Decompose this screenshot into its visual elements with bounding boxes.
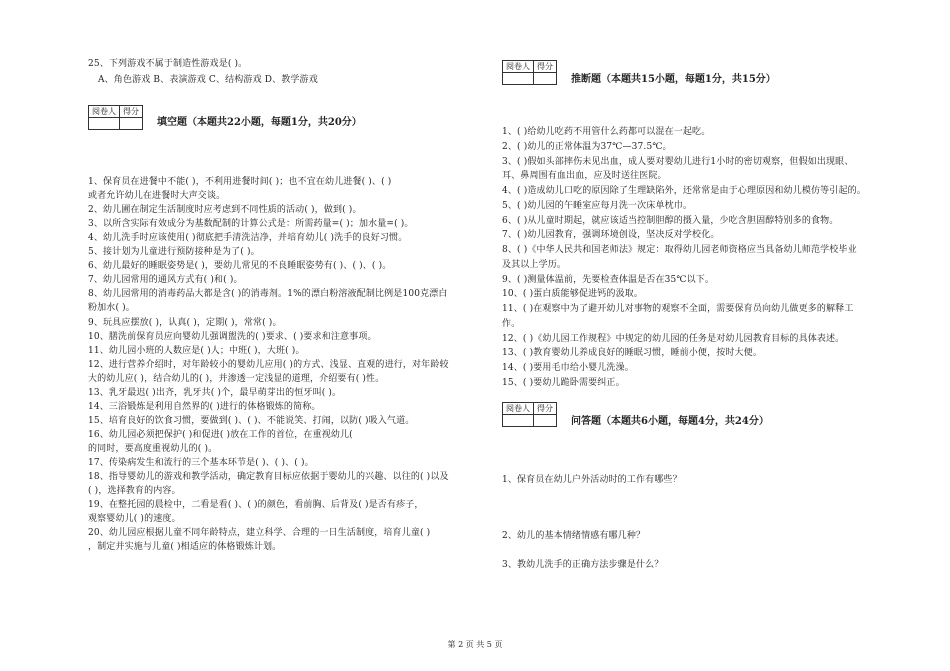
fill-blank-line-8: 7、幼儿园常用的通风方式有( )和( )。 — [88, 275, 243, 286]
qa-header — [502, 402, 769, 427]
judgement-line-8: 7、( )幼儿园教育，强调环境创设，坚决反对学校化。 — [502, 230, 720, 241]
judgement-line-6: 5、( )幼儿园的午睡室应每月洗一次床单枕巾。 — [502, 200, 693, 211]
judgement-line-9: 8、( )《中华人民共和国老师法》规定：取得幼儿园老师资格应当具备幼儿师范学校毕业 — [502, 245, 857, 255]
score-box-grader-cell — [503, 415, 534, 427]
fill-blank-line-16: 13、乳牙最迟( )出齐，乳牙共( )个，最早萌芽出的恒牙叫( )。 — [88, 387, 342, 398]
fill-blank-line-23: ( )，选择教育的内容。 — [88, 486, 181, 497]
fill-blank-line-3: 2、幼儿圃在制定生活制度时应考虑到不同性质的活动( )，做到( )。 — [88, 205, 362, 216]
fill-blank-line-15: 大的幼儿应( )，结合幼儿的( )，并渗透一定浅显的道理，介绍要有( )性。 — [88, 373, 385, 384]
score-box-grader-label: 阅卷人 — [89, 106, 120, 118]
fill-blank-line-7: 6、幼儿最好的睡眠姿势是( )，要幼儿常见的不良睡眠姿势有( )、( )、( )。 — [88, 261, 392, 272]
judgement-line-14: 作。 — [502, 318, 521, 329]
score-box-grader-label: 阅卷人 — [503, 61, 534, 73]
judgement-line-5: 4、( )造成幼儿口吃的原因除了生理缺陷外，还常常是由于心理原因和幼儿模仿等引起的。 — [502, 186, 866, 196]
fill-blank-line-18: 15、培育良好的饮食习惯，要做到( )、( )、不能说笑、打闹，以防( )吸入气道。 — [88, 415, 415, 426]
qa-question-2: 2、幼儿的基本情绪情感有哪几种？ — [502, 531, 646, 541]
score-box-grader-label: 阅卷人 — [503, 403, 534, 415]
fill-blank-line-14: 12、进行营养介绍时，对年龄较小的婴幼儿应用( )的方式、浅显、直观的进行，对年龄较 — [88, 359, 449, 370]
fill-blank-line-13: 11、幼儿园小班的人数应是( )人；中班( )，大班( )。 — [88, 345, 305, 356]
fill-blank-title: 填空题（本题共22小题，每题1分，共20分） — [157, 117, 362, 128]
judgement-line-13: 11、( )在观察中为了避开幼儿对事物的观察不全面，需要保育员向幼儿做更多的解释工 — [502, 304, 854, 314]
score-box-score-label: 得分 — [534, 403, 557, 415]
judgement-line-10: 及其以上学历。 — [502, 259, 567, 270]
judgement-line-17: 14、( )要用毛巾给小婴儿洗澡。 — [502, 363, 634, 373]
q25-options: A、角色游戏 B、表演游戏 C、结构游戏 D、教学游戏 — [98, 75, 318, 85]
judgement-line-2: 2、( )幼儿的正常体温为37℃—37.5℃。 — [502, 141, 672, 152]
judgement-line-1: 1、( )给幼儿吃药不用管什么药都可以混在一起吃。 — [502, 127, 711, 137]
fill-blank-line-27: ，制定并实施与儿童( )相适应的体格锻炼计划。 — [88, 542, 282, 553]
fill-blank-line-1: 1、保育员在进餐中不能( )，不利用进餐时间( )；也不宜在幼儿进餐( )、( ) — [88, 177, 392, 187]
fill-blank-line-11: 9、玩具应摆放( )，认真( )，定期( )，常常( )。 — [88, 317, 282, 328]
fill-blank-line-25: 观察婴幼儿( )的速度。 — [88, 514, 181, 525]
judgement-header — [502, 60, 776, 85]
fill-blank-line-6: 5、接计划为儿童进行预防接种是为了( )。 — [88, 247, 260, 258]
score-box — [88, 105, 143, 130]
score-box-score-cell — [120, 118, 143, 130]
qa-question-3: 3、教幼儿洗手的正确方法步骤是什么？ — [502, 560, 664, 570]
fill-blank-line-20: 的同时，要高度重视幼儿的( )。 — [88, 443, 218, 454]
fill-blank-line-26: 20、幼儿园应根据儿童不同年龄特点，建立科学、合理的一日生活制度，培育儿童( ) — [88, 528, 431, 539]
fill-blank-line-10: 粉加水( )。 — [88, 303, 135, 314]
judgement-line-12: 10、( )蛋白质能够促进钙的汲取。 — [502, 289, 644, 300]
fill-blank-line-2: 或者允许幼儿在进餐时大声交谈。 — [88, 191, 226, 202]
score-box-score-label: 得分 — [534, 61, 557, 73]
page-footer: 第 2 页 共 5 页 — [447, 640, 503, 649]
fill-blank-line-21: 17、传染病发生和流行的三个基本环节是( )、( )、( )。 — [88, 458, 314, 468]
judgement-title: 推断题（本题共15小题，每题1分，共15分） — [571, 74, 776, 85]
q25-question: 25、下列游戏不属于制造性游戏是( )。 — [88, 59, 248, 69]
fill-blank-header — [88, 105, 362, 130]
fill-blank-line-24: 19、在整托园的晨检中，二看是看( )、( )的颜色，看前胸、后背及( )是否有疹子， — [88, 500, 424, 511]
judgement-line-3: 3、( )假如头部摔伤未见出血，成人要对婴幼儿进行1小时的密切观察，但假如出现眼、 — [502, 156, 854, 167]
score-box-score-cell — [534, 415, 557, 427]
fill-blank-line-19: 16、幼儿园必须把保护( )和促进( )放在工作的首位，在重视幼儿( — [88, 429, 353, 440]
score-box-grader-cell — [503, 73, 534, 85]
judgement-line-16: 13、( )教育婴幼儿养成良好的睡眠习惯，睡前小便，按时大便。 — [502, 348, 762, 359]
fill-blank-line-4: 3、以所含实际有效成分为基数配制的计算公式是：所需药量=( )；加水量=( )。 — [88, 219, 414, 230]
fill-blank-line-9: 8、幼儿园常用的消毒药品大都是含( )的消毒剂。1%的漂白粉溶液配制比例是100克漂白 — [88, 289, 448, 300]
score-box — [502, 402, 557, 427]
score-box-score-label: 得分 — [120, 106, 143, 118]
score-box — [502, 60, 557, 85]
fill-blank-line-5: 4、幼儿洗手时应该使用( )彻底把手清洗洁净，并培育幼儿( )洗手的良好习惯。 — [88, 233, 408, 244]
judgement-line-18: 15、( )要幼儿跪卧需要纠正。 — [502, 377, 625, 388]
judgement-line-4: 耳、鼻周围有血出血，应及时送往医院。 — [502, 171, 667, 182]
fill-blank-line-12: 10、膳洗前保育员应向婴幼儿强调盥洗的( )要求、( )要求和注意事项。 — [88, 331, 377, 342]
fill-blank-line-22: 18、指导婴幼儿的游戏和教学活动，确定教育目标应依据于婴幼儿的兴趣、以往的( )以及 — [88, 472, 449, 483]
judgement-line-15: 12、( )《幼儿园工作规程》中规定的幼儿园的任务是对幼儿园教育目标的具体表述。 — [502, 333, 845, 344]
judgement-line-11: 9、( )测量体温前，先要检查体温是否在35℃以下。 — [502, 274, 715, 285]
qa-title: 问答题（本题共6小题，每题4分，共24分） — [571, 416, 769, 427]
qa-question-1: 1、保育员在幼儿户外活动时的工作有哪些？ — [502, 475, 682, 485]
score-box-score-cell — [534, 73, 557, 85]
judgement-line-7: 6、( )从儿童时期起，就应该适当控制胆醇的摄入量，少吃含胆固醇特别多的食物。 — [502, 215, 839, 226]
score-box-grader-cell — [89, 118, 120, 130]
fill-blank-line-17: 14、三浴锻炼是利用自然界的( )进行的体格锻炼的简称。 — [88, 401, 321, 412]
